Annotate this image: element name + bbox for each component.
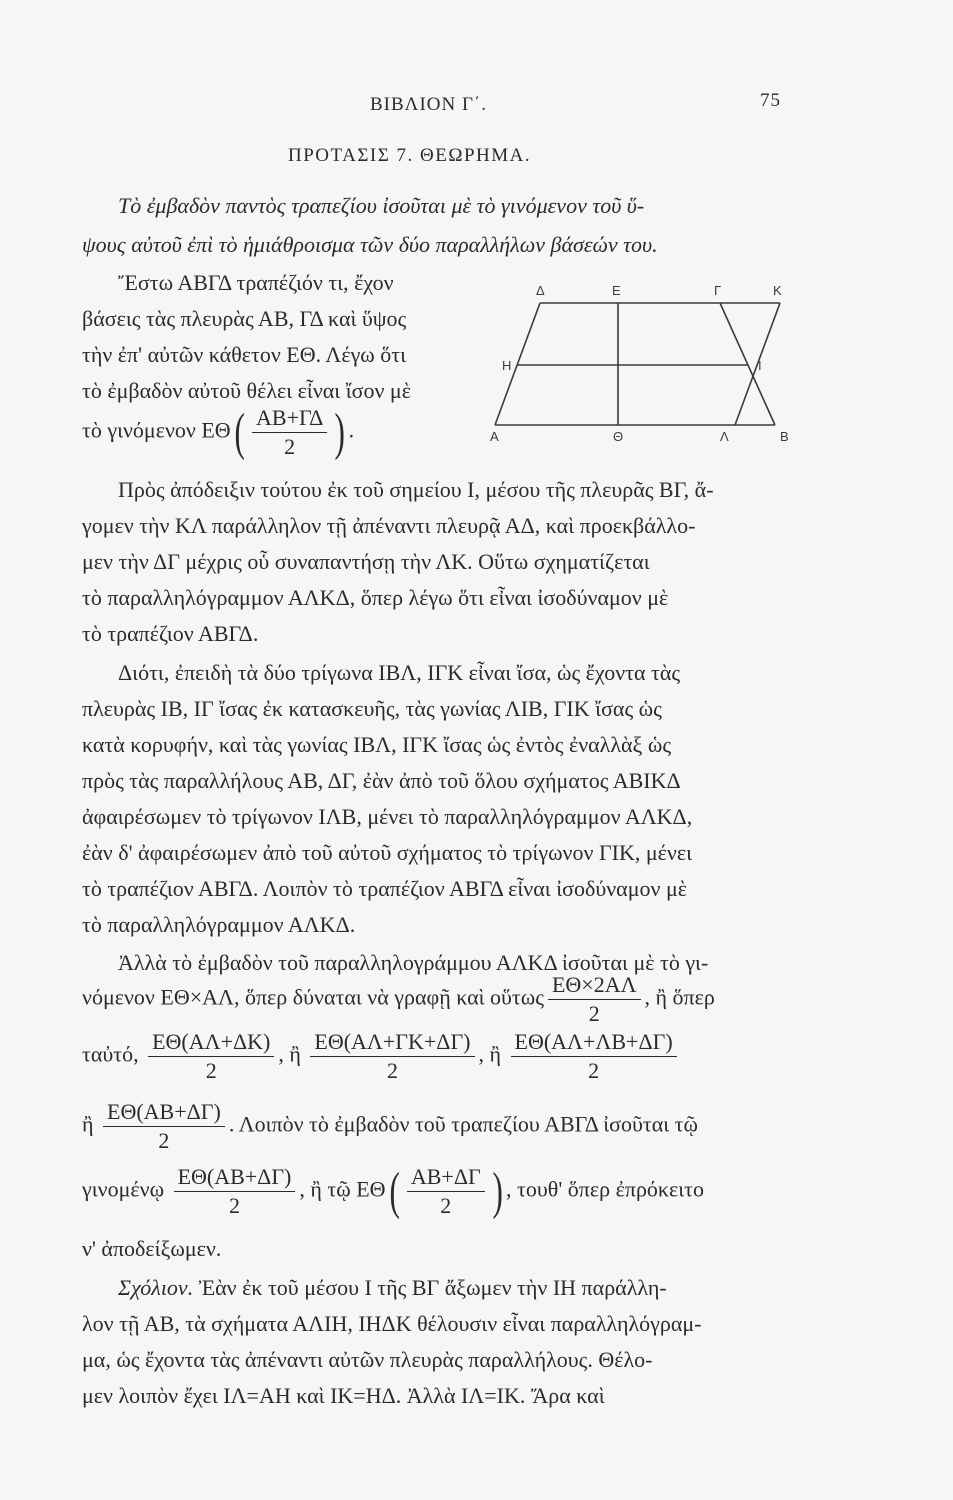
- formula-4-denominator-2: 2: [440, 1193, 452, 1218]
- formula-3-fraction: [103, 1100, 225, 1153]
- scholium-line-4: μεν λοιπὸν ἔχει ΙΛ=ΑΗ καὶ ΙΚ=ΗΔ. Ἀλλὰ ΙΛ=ΙΚ. Ἄρα καὶ: [82, 1383, 605, 1408]
- formula-4-prefix: γινομένῳ: [82, 1176, 165, 1202]
- formula-2-fraction-3: [511, 1030, 677, 1083]
- formula-4-suffix: , τουθ' ὅπερ ἐπρόκειτο: [506, 1176, 705, 1202]
- proof-line-14: Ἀλλὰ τὸ ἐμβαδὸν τοῦ παραλληλογράμμου ΑΛΚΔ ἰσοῦται μὲ τὸ γι-: [118, 950, 709, 975]
- formula-2-fraction-1: [148, 1030, 274, 1083]
- setup-fraction-numerator: ΑΒ+ΓΔ: [252, 406, 327, 433]
- formula-4-fraction-2: [407, 1165, 485, 1218]
- scholium-line-2: λον τῇ ΑΒ, τὰ σχήματα ΑΛΙΗ, ΙΗΔΚ θέλουσιν εἶναι παραλληλόγραμ-: [82, 1311, 702, 1336]
- formula-2-numerator-2: ΕΘ(ΑΛ+ΓΚ+ΔΓ): [310, 1030, 474, 1057]
- open-paren: (: [389, 1162, 400, 1220]
- proof-line-6: Διότι, ἐπειδὴ τὰ δύο τρίγωνα ΙΒΛ, ΙΓΚ εἶναι ἴσα, ὡς ἔχοντα τὰς: [118, 660, 681, 685]
- proof-line-12: τὸ τραπέζιον ΑΒΓΔ. Λοιπὸν τὸ τραπέζιον ΑΒΓΔ εἶναι ἰσοδύναμον μὲ: [82, 876, 687, 901]
- label-K: Κ: [773, 283, 782, 298]
- formula-2-numerator-1: ΕΘ(ΑΛ+ΔΚ): [148, 1030, 274, 1057]
- proof-line-8: κατὰ κορυφήν, καὶ τὰς γωνίας ΙΒΛ, ΙΓΚ ἴσας ὡς ἐντὸς ἐναλλὰξ ὡς: [82, 732, 672, 757]
- running-header: ΒΙΒΛΙΟΝ Γ΄.: [370, 94, 488, 115]
- setup-formula-suffix: .: [348, 417, 355, 443]
- proof-line-9: πρὸς τὰς παραλλήλους ΑΒ, ΔΓ, ἐὰν ἀπὸ τοῦ ὅλου σχήματος ΑΒΙΚΔ: [82, 768, 681, 793]
- formula-3-prefix: ἢ: [82, 1111, 94, 1137]
- proof-line-7: πλευρὰς ΙΒ, ΙΓ ἴσας ἐκ κατασκευῆς, τὰς γωνίας ΛΙΒ, ΓΙΚ ἴσας ὡς: [82, 696, 662, 721]
- setup-line-1: Ἔστω ΑΒΓΔ τραπέζιόν τι, ἔχον: [118, 270, 394, 295]
- statement-line-2: ψους αὐτοῦ ἐπὶ τὸ ἡμιάθροισμα τῶν δύο παραλλήλων βάσεών του.: [82, 232, 658, 257]
- proof-end-line: ν' ἀποδείξωμεν.: [82, 1236, 222, 1261]
- proof-line-11: ἐὰν δ' ἀφαιρέσωμεν ἀπὸ τοῦ αὐτοῦ σχήματος τὸ τρίγωνον ΓΙΚ, μένει: [82, 840, 693, 865]
- proof-line-1: Πρὸς ἀπόδειξιν τούτου ἐκ τοῦ σημείου Ι, μέσου τῆς πλευρᾶς ΒΓ, ἄ-: [118, 477, 714, 502]
- formula-line-3: [82, 1100, 698, 1153]
- formula-2-prefix: ταὐτό,: [82, 1041, 139, 1067]
- formula-line-4: [82, 1162, 705, 1220]
- formula-1-suffix: , ἢ ὅπερ: [644, 984, 715, 1010]
- label-B: Β: [780, 429, 789, 444]
- setup-line-4: τὸ ἐμβαδὸν αὐτοῦ θέλει εἶναι ἴσον μὲ: [82, 378, 411, 403]
- label-A: Α: [490, 429, 499, 444]
- segment-GB: [720, 303, 775, 425]
- formula-2-numerator-3: ΕΘ(ΑΛ+ΛΒ+ΔΓ): [511, 1030, 677, 1057]
- formula-3-suffix: . Λοιπὸν τὸ ἐμβαδὸν τοῦ τραπεζίου ΑΒΓΔ ἰσοῦται τῷ: [228, 1111, 698, 1137]
- statement-line-1: Τὸ ἐμβαδὸν παντὸς τραπεζίου ἰσοῦται μὲ τὸ γινόμενον τοῦ ὕ-: [118, 193, 645, 218]
- formula-3-denominator: 2: [158, 1128, 170, 1153]
- formula-1-denominator: 2: [588, 1001, 600, 1026]
- formula-4-numerator-1: ΕΘ(ΑΒ+ΔΓ): [174, 1165, 296, 1192]
- setup-line-2: βάσεις τὰς πλευρὰς ΑΒ, ΓΔ καὶ ὕψος: [82, 306, 407, 331]
- scholium-line-1: [118, 1275, 667, 1301]
- label-G: Γ: [714, 283, 722, 298]
- proposition-title: ΠΡΟΤΑΣΙΣ 7. ΘΕΩΡΗΜΑ.: [288, 145, 532, 166]
- label-D: Δ: [536, 283, 545, 298]
- formula-2-denominator-1: 2: [205, 1058, 217, 1083]
- proof-line-3: μεν τὴν ΔΓ μέχρις οὗ συναπαντήσῃ τὴν ΛΚ. Οὕτω σχηματίζεται: [82, 549, 650, 574]
- label-Th: Θ: [613, 429, 624, 444]
- scholium-line-1-text: Ἐὰν ἐκ τοῦ μέσου Ι τῆς ΒΓ ἄξωμεν τὴν ΙΗ παράλλη-: [193, 1275, 667, 1300]
- formula-line-2: [82, 1030, 681, 1083]
- label-I: Ι: [758, 358, 762, 373]
- close-paren: ): [334, 403, 346, 461]
- label-L: Λ: [720, 429, 729, 444]
- formula-line-1: [82, 973, 715, 1026]
- formula-1-prefix: νόμενον ΕΘ×ΑΛ, ὅπερ δύναται νὰ γραφῇ καὶ οὕτως: [82, 984, 544, 1010]
- formula-3-numerator: ΕΘ(ΑΒ+ΔΓ): [103, 1100, 225, 1127]
- proof-line-10: ἀφαιρέσωμεν τὸ τρίγωνον ΙΛΒ, μένει τὸ παραλληλόγραμμον ΑΛΚΔ,: [82, 804, 693, 829]
- formula-4-mid: , ἢ τῷ ΕΘ: [299, 1176, 386, 1202]
- proof-line-5: τὸ τραπέζιον ΑΒΓΔ.: [82, 621, 259, 646]
- proof-line-2: γομεν τὴν ΚΛ παράλληλον τῇ ἀπέναντι πλευρᾷ ΑΔ, καὶ προεκβάλλο-: [82, 513, 696, 538]
- formula-2-fraction-2: [310, 1030, 474, 1083]
- page-number: 75: [760, 90, 781, 111]
- formula-4-fraction-1: [174, 1165, 296, 1218]
- formula-2-sep-2: , ἢ: [478, 1041, 502, 1067]
- formula-2-denominator-2: 2: [386, 1058, 398, 1083]
- scholium-line-3: μα, ὡς ἔχοντα τὰς ἀπέναντι αὐτῶν πλευρὰς παραλλήλους. Θέλο-: [82, 1347, 653, 1372]
- proof-line-13: τὸ παραλληλόγραμμον ΑΛΚΔ.: [82, 912, 356, 937]
- proof-line-4: τὸ παραλληλόγραμμον ΑΛΚΔ, ὅπερ λέγω ὅτι εἶναι ἰσοδύναμον μὲ: [82, 585, 669, 610]
- open-paren: (: [234, 403, 245, 461]
- formula-4-numerator-2: ΑΒ+ΔΓ: [407, 1165, 485, 1192]
- formula-4-denominator-1: 2: [228, 1193, 240, 1218]
- formula-2-denominator-3: 2: [588, 1058, 600, 1083]
- scholium-label: Σχόλιον.: [118, 1275, 194, 1300]
- setup-fraction: [252, 406, 327, 459]
- setup-formula: [82, 403, 355, 461]
- formula-1-fraction: [548, 973, 641, 1026]
- setup-line-3: τὴν ἐπ' αὐτῶν κάθετον ΕΘ. Λέγω ὅτι: [82, 342, 407, 367]
- setup-fraction-denominator: 2: [284, 434, 296, 459]
- setup-formula-prefix: τὸ γινόμενον ΕΘ: [82, 417, 231, 443]
- formula-2-sep-1: , ἢ: [278, 1041, 301, 1067]
- close-paren: ): [492, 1162, 503, 1220]
- formula-1-numerator: ΕΘ×2ΑΛ: [548, 973, 641, 1000]
- label-E: Ε: [612, 283, 621, 298]
- trapezoid-figure: [480, 275, 800, 445]
- label-H: Η: [502, 358, 512, 373]
